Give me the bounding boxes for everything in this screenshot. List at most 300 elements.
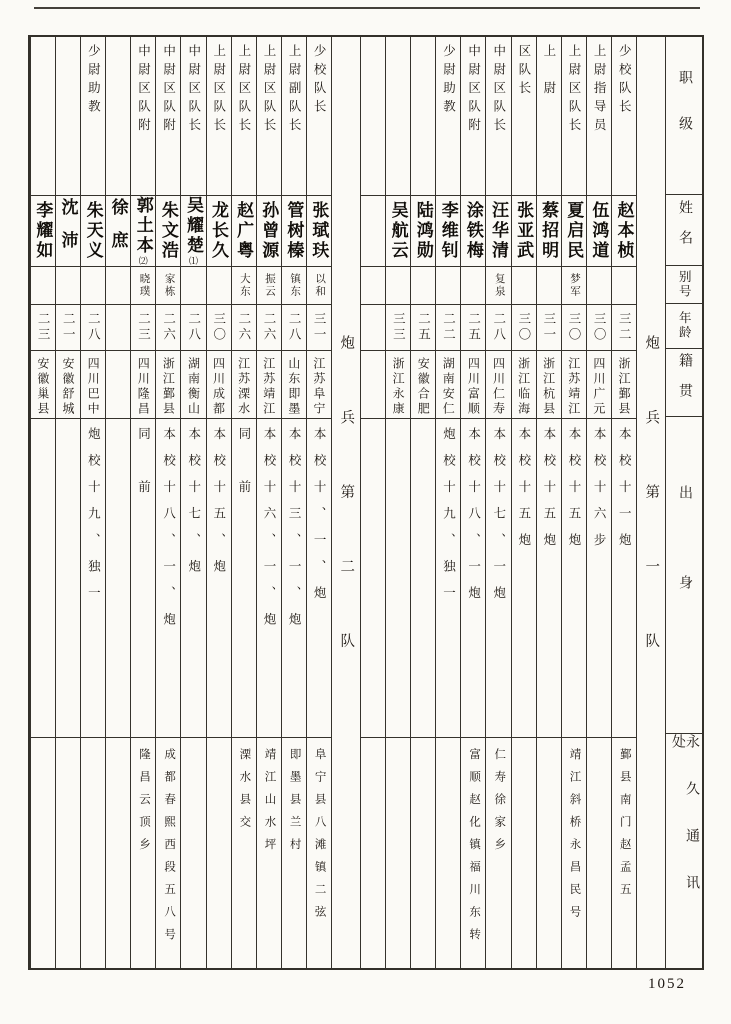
address-cell-text: 靖江斜桥永昌民号 xyxy=(568,748,581,928)
address-cell xyxy=(282,738,306,968)
native-cell-text: 安徽巢县 xyxy=(35,357,50,417)
rank-cell-text: 中尉区队附 xyxy=(466,44,481,137)
member-name: 张亚武 xyxy=(514,201,534,261)
age-cell xyxy=(56,305,80,351)
native-cell xyxy=(31,351,55,419)
address-cell-text: 阜宁县八滩镇二弦 xyxy=(313,748,326,928)
rank-cell xyxy=(106,37,130,196)
header-addr-label xyxy=(666,734,702,968)
alias-cell xyxy=(31,267,55,305)
member-column xyxy=(306,37,331,968)
address-cell xyxy=(207,738,231,968)
native-cell-text: 山东即墨 xyxy=(286,357,301,417)
address-cell xyxy=(512,738,536,968)
native-cell xyxy=(56,351,80,419)
member-name: 吴耀楚 xyxy=(183,196,203,256)
native-cell-text: 四川富顺 xyxy=(466,357,481,417)
rank-cell xyxy=(537,37,561,196)
rank-cell xyxy=(282,37,306,196)
address-cell-text: 溧水县交 xyxy=(238,748,251,838)
education-cell xyxy=(486,419,510,738)
alias-cell-text: 复泉 xyxy=(493,273,505,298)
address-cell xyxy=(257,738,281,968)
member-name: 涂铁梅 xyxy=(463,201,483,261)
education-cell xyxy=(411,419,435,738)
age-cell-text: 二六 xyxy=(236,312,251,343)
education-cell-text: 本校十八、一炮 xyxy=(466,427,481,613)
education-cell-text: 本校十五炮 xyxy=(516,427,531,560)
education-cell-text: 本校十五、炮 xyxy=(211,427,226,586)
rank-cell-text: 上尉副队长 xyxy=(287,44,302,137)
rank-cell-text: 上 尉 xyxy=(541,44,556,100)
name-cell xyxy=(81,196,105,267)
header-rank-label-text: 职级 xyxy=(677,69,692,162)
header-name-label-text: 姓名 xyxy=(677,199,692,260)
address-cell xyxy=(307,738,331,968)
education-cell xyxy=(307,419,331,738)
rank-cell xyxy=(512,37,536,196)
name-cell xyxy=(207,196,231,267)
header-age-label xyxy=(666,304,702,350)
member-column xyxy=(281,37,306,968)
native-cell-text: 浙江鄞县 xyxy=(616,357,631,417)
address-cell-text: 即墨县兰村 xyxy=(288,748,301,861)
education-cell-text: 炮校十九、独一 xyxy=(441,427,456,613)
member-name: 张珷玞 xyxy=(309,201,329,261)
address-cell xyxy=(361,738,385,968)
address-cell-text: 富顺赵化镇福川东转 xyxy=(468,748,481,951)
native-cell xyxy=(486,351,510,419)
address-cell-text: 仁寿徐家乡 xyxy=(493,748,506,861)
name-cell xyxy=(181,196,205,267)
age-cell-text: 二八 xyxy=(287,312,302,343)
member-name: 吴航云 xyxy=(388,201,408,261)
rank-cell-text: 上尉区队长 xyxy=(567,44,582,137)
section-title-text: 炮兵第一队 xyxy=(643,335,660,708)
rank-cell xyxy=(31,37,55,196)
page-top-rule xyxy=(34,7,700,9)
page-number: 1052 xyxy=(648,976,686,992)
age-cell xyxy=(307,305,331,351)
education-cell xyxy=(207,419,231,738)
member-column xyxy=(536,37,561,968)
age-cell-text: 三〇 xyxy=(516,312,531,343)
age-cell xyxy=(562,305,586,351)
name-cell xyxy=(307,196,331,267)
age-cell xyxy=(512,305,536,351)
alias-cell xyxy=(282,267,306,305)
age-cell xyxy=(361,305,385,351)
education-cell-text: 本校十五炮 xyxy=(541,427,556,560)
native-cell xyxy=(207,351,231,419)
name-cell xyxy=(106,196,130,267)
address-cell xyxy=(232,738,256,968)
member-name: 李耀如 xyxy=(33,201,53,261)
member-name: 龙长久 xyxy=(209,201,229,261)
alias-cell xyxy=(56,267,80,305)
alias-cell xyxy=(512,267,536,305)
section-title-column-2 xyxy=(331,37,360,968)
rank-cell xyxy=(307,37,331,196)
address-cell xyxy=(587,738,611,968)
education-cell-text: 本校十五炮 xyxy=(567,427,582,560)
alias-cell-text: 大东 xyxy=(238,273,250,298)
education-cell xyxy=(131,419,155,738)
address-cell-text: 靖江山水坪 xyxy=(263,748,276,861)
address-cell xyxy=(106,738,130,968)
education-cell-text: 本校十一炮 xyxy=(617,427,632,560)
address-cell xyxy=(56,738,80,968)
native-cell xyxy=(181,351,205,419)
member-name: 李维钊 xyxy=(438,201,458,261)
member-column xyxy=(105,37,130,968)
education-cell xyxy=(386,419,410,738)
education-cell xyxy=(106,419,130,738)
native-cell-text: 江苏阜宁 xyxy=(311,357,326,417)
name-footnote-mark: ⑵ xyxy=(138,256,148,266)
education-cell xyxy=(181,419,205,738)
member-column xyxy=(130,37,155,968)
member-column xyxy=(206,37,231,968)
age-cell xyxy=(156,305,180,351)
age-cell-text: 三〇 xyxy=(567,312,582,343)
age-cell-text: 二二 xyxy=(441,312,456,343)
native-cell xyxy=(587,351,611,419)
header-rank-label xyxy=(666,37,702,195)
member-column xyxy=(155,37,180,968)
name-cell xyxy=(131,196,155,267)
native-cell-text: 江苏靖江 xyxy=(566,357,581,417)
member-column xyxy=(30,37,55,968)
rank-cell xyxy=(461,37,485,196)
native-cell-text: 湖南衡山 xyxy=(186,357,201,417)
name-cell xyxy=(282,196,306,267)
member-name: 汪华清 xyxy=(488,201,508,261)
age-cell-text: 二五 xyxy=(416,312,431,343)
age-cell-text: 三二 xyxy=(617,312,632,343)
member-column xyxy=(256,37,281,968)
member-name: 夏启民 xyxy=(564,201,584,261)
age-cell xyxy=(106,305,130,351)
member-name: 徐庶 xyxy=(108,198,128,264)
education-cell-text: 炮校十九、独一 xyxy=(86,427,101,613)
rank-cell-text: 中尉区队长 xyxy=(491,44,506,137)
alias-cell xyxy=(436,267,460,305)
member-name: 赵本桢 xyxy=(614,201,634,261)
name-cell xyxy=(612,196,636,267)
age-cell xyxy=(386,305,410,351)
header-native-label-text: 籍贯 xyxy=(677,352,692,413)
address-cell xyxy=(181,738,205,968)
name-cell xyxy=(512,196,536,267)
alias-cell xyxy=(411,267,435,305)
native-cell xyxy=(106,351,130,419)
rank-cell-text: 少校队长 xyxy=(617,44,632,118)
alias-cell xyxy=(232,267,256,305)
alias-cell xyxy=(257,267,281,305)
age-cell xyxy=(436,305,460,351)
native-cell-text: 四川巴中 xyxy=(86,357,101,417)
member-name: 蔡招明 xyxy=(539,201,559,261)
member-column xyxy=(180,37,205,968)
native-cell xyxy=(436,351,460,419)
rank-cell-text: 少尉助教 xyxy=(441,44,456,118)
name-cell xyxy=(486,196,510,267)
address-cell-text: 鄞县南门赵孟五 xyxy=(618,748,631,906)
address-cell xyxy=(81,738,105,968)
header-alias-label-text: 别号 xyxy=(677,269,692,299)
alias-cell xyxy=(307,267,331,305)
address-cell xyxy=(386,738,410,968)
rank-cell xyxy=(587,37,611,196)
rank-cell xyxy=(207,37,231,196)
native-cell-text: 浙江永康 xyxy=(391,357,406,417)
native-cell xyxy=(562,351,586,419)
header-name-label xyxy=(666,195,702,266)
address-cell xyxy=(486,738,510,968)
rank-cell-text: 上尉区队长 xyxy=(236,44,251,137)
alias-cell-text: 以和 xyxy=(314,273,326,298)
education-cell xyxy=(31,419,55,738)
age-cell xyxy=(81,305,105,351)
age-cell-text: 三〇 xyxy=(211,312,226,343)
age-cell-text: 二八 xyxy=(186,312,201,343)
education-cell-text: 本校十七、炮 xyxy=(186,427,201,586)
address-cell-text: 隆昌云顶乡 xyxy=(138,748,151,861)
age-cell-text: 三一 xyxy=(541,312,556,343)
rank-cell xyxy=(257,37,281,196)
age-cell xyxy=(131,305,155,351)
member-column xyxy=(485,37,510,968)
alias-cell xyxy=(156,267,180,305)
age-cell xyxy=(486,305,510,351)
member-name: 孙曾源 xyxy=(259,201,279,261)
alias-cell-text: 家栋 xyxy=(163,273,175,298)
section-title-text: 炮兵第二队 xyxy=(338,335,355,708)
education-cell xyxy=(232,419,256,738)
age-cell-text: 二八 xyxy=(86,312,101,343)
education-cell xyxy=(587,419,611,738)
member-column xyxy=(80,37,105,968)
member-column xyxy=(586,37,611,968)
rank-cell xyxy=(562,37,586,196)
education-cell xyxy=(537,419,561,738)
rank-cell xyxy=(486,37,510,196)
member-column xyxy=(55,37,80,968)
address-cell xyxy=(612,738,636,968)
member-column xyxy=(231,37,256,968)
native-cell-text: 安徽舒城 xyxy=(60,357,75,417)
address-cell xyxy=(436,738,460,968)
education-cell xyxy=(156,419,180,738)
member-column xyxy=(360,37,385,968)
native-cell-text: 四川隆昌 xyxy=(136,357,151,417)
address-cell xyxy=(537,738,561,968)
name-cell xyxy=(562,196,586,267)
native-cell-text: 浙江鄞县 xyxy=(161,357,176,417)
native-cell xyxy=(612,351,636,419)
age-cell-text: 二五 xyxy=(466,312,481,343)
address-cell xyxy=(156,738,180,968)
education-cell xyxy=(562,419,586,738)
rank-cell-text: 中尉区队附 xyxy=(161,44,176,137)
address-cell xyxy=(131,738,155,968)
rank-cell xyxy=(386,37,410,196)
age-cell-text: 三三 xyxy=(391,312,406,343)
rank-cell-text: 上尉指导员 xyxy=(592,44,607,137)
name-cell xyxy=(56,196,80,267)
alias-cell xyxy=(181,267,205,305)
rank-cell-text: 上尉区队长 xyxy=(211,44,226,137)
age-cell-text: 二六 xyxy=(161,312,176,343)
native-cell-text: 江苏溧水 xyxy=(236,357,251,417)
rank-cell xyxy=(436,37,460,196)
age-cell xyxy=(207,305,231,351)
address-cell-text: 成都春熙西段五八号 xyxy=(163,748,176,951)
age-cell-text: 三一 xyxy=(312,312,327,343)
age-cell-text: 二三 xyxy=(136,312,151,343)
alias-cell xyxy=(81,267,105,305)
education-cell xyxy=(512,419,536,738)
name-cell xyxy=(411,196,435,267)
address-cell xyxy=(562,738,586,968)
native-cell xyxy=(411,351,435,419)
native-cell xyxy=(131,351,155,419)
education-cell-text: 同 前 xyxy=(136,427,151,507)
native-cell xyxy=(537,351,561,419)
member-name: 赵广粤 xyxy=(234,201,254,261)
member-name: 朱天义 xyxy=(83,201,103,261)
age-cell xyxy=(257,305,281,351)
name-cell xyxy=(537,196,561,267)
rank-cell xyxy=(56,37,80,196)
native-cell-text: 四川仁寿 xyxy=(491,357,506,417)
alias-cell xyxy=(587,267,611,305)
address-cell xyxy=(411,738,435,968)
member-column xyxy=(410,37,435,968)
education-cell xyxy=(81,419,105,738)
age-cell-text: 三〇 xyxy=(592,312,607,343)
rank-cell xyxy=(361,37,385,196)
rank-cell xyxy=(181,37,205,196)
rank-cell xyxy=(232,37,256,196)
member-column xyxy=(511,37,536,968)
alias-cell xyxy=(486,267,510,305)
name-cell xyxy=(361,196,385,267)
alias-cell xyxy=(461,267,485,305)
education-cell-text: 本校十三、一、炮 xyxy=(287,427,302,639)
name-cell xyxy=(156,196,180,267)
native-cell xyxy=(232,351,256,419)
rank-cell-text: 中尉区队附 xyxy=(136,44,151,137)
member-column xyxy=(460,37,485,968)
native-cell xyxy=(386,351,410,419)
native-cell xyxy=(512,351,536,419)
member-name: 朱文浩 xyxy=(158,201,178,261)
education-cell xyxy=(282,419,306,738)
header-edu-label xyxy=(666,417,702,734)
name-cell xyxy=(232,196,256,267)
address-cell xyxy=(461,738,485,968)
education-cell xyxy=(257,419,281,738)
education-cell xyxy=(436,419,460,738)
age-cell xyxy=(282,305,306,351)
age-cell xyxy=(411,305,435,351)
age-cell xyxy=(612,305,636,351)
native-cell-text: 四川成都 xyxy=(211,357,226,417)
native-cell xyxy=(156,351,180,419)
member-name: 郭土本 xyxy=(133,196,153,256)
alias-cell-text: 晓璞 xyxy=(138,273,150,298)
rank-cell xyxy=(81,37,105,196)
native-cell xyxy=(81,351,105,419)
name-cell xyxy=(257,196,281,267)
native-cell-text: 浙江杭县 xyxy=(541,357,556,417)
native-cell-text: 四川广元 xyxy=(591,357,606,417)
education-cell xyxy=(56,419,80,738)
age-cell-text: 二一 xyxy=(61,312,76,343)
native-cell xyxy=(257,351,281,419)
alias-cell-text: 梦军 xyxy=(569,273,581,298)
alias-cell xyxy=(131,267,155,305)
header-native-label xyxy=(666,349,702,417)
native-cell-text: 湖南安仁 xyxy=(441,357,456,417)
member-column xyxy=(435,37,460,968)
education-cell xyxy=(461,419,485,738)
rank-cell-text: 少尉助教 xyxy=(86,44,101,118)
alias-cell-text: 镇东 xyxy=(289,273,301,298)
native-cell xyxy=(307,351,331,419)
name-footnote-mark: ⑴ xyxy=(188,256,198,266)
rank-cell xyxy=(131,37,155,196)
age-cell xyxy=(31,305,55,351)
member-name: 管树榛 xyxy=(284,201,304,261)
name-cell xyxy=(386,196,410,267)
native-cell xyxy=(282,351,306,419)
alias-cell-text: 振云 xyxy=(263,273,275,298)
header-alias-label xyxy=(666,266,702,304)
age-cell xyxy=(461,305,485,351)
member-column xyxy=(561,37,586,968)
native-cell-text: 江苏靖江 xyxy=(261,357,276,417)
rank-cell-text: 区队长 xyxy=(516,44,531,100)
alias-cell xyxy=(386,267,410,305)
rank-cell xyxy=(411,37,435,196)
rank-cell-text: 少校队长 xyxy=(312,44,327,118)
age-cell-text: 二八 xyxy=(491,312,506,343)
alias-cell xyxy=(612,267,636,305)
header-age-label-text: 年龄 xyxy=(677,311,692,341)
native-cell-text: 浙江临海 xyxy=(516,357,531,417)
education-cell-text: 本校十六步 xyxy=(592,427,607,560)
name-cell xyxy=(461,196,485,267)
rank-cell-text: 中尉区队长 xyxy=(186,44,201,137)
member-name: 沈沛 xyxy=(58,198,78,264)
education-cell-text: 本校十七、一炮 xyxy=(491,427,506,613)
roster-table xyxy=(28,35,704,970)
education-cell-text: 同 前 xyxy=(236,427,251,507)
name-cell xyxy=(436,196,460,267)
age-cell-text: 二三 xyxy=(36,312,51,343)
rank-cell xyxy=(156,37,180,196)
education-cell-text: 本校十六、一、炮 xyxy=(261,427,276,639)
age-cell xyxy=(232,305,256,351)
education-cell-text: 本校十、一、炮 xyxy=(312,427,327,613)
name-cell xyxy=(587,196,611,267)
age-cell-text: 二六 xyxy=(261,312,276,343)
name-cell xyxy=(31,196,55,267)
alias-cell xyxy=(537,267,561,305)
